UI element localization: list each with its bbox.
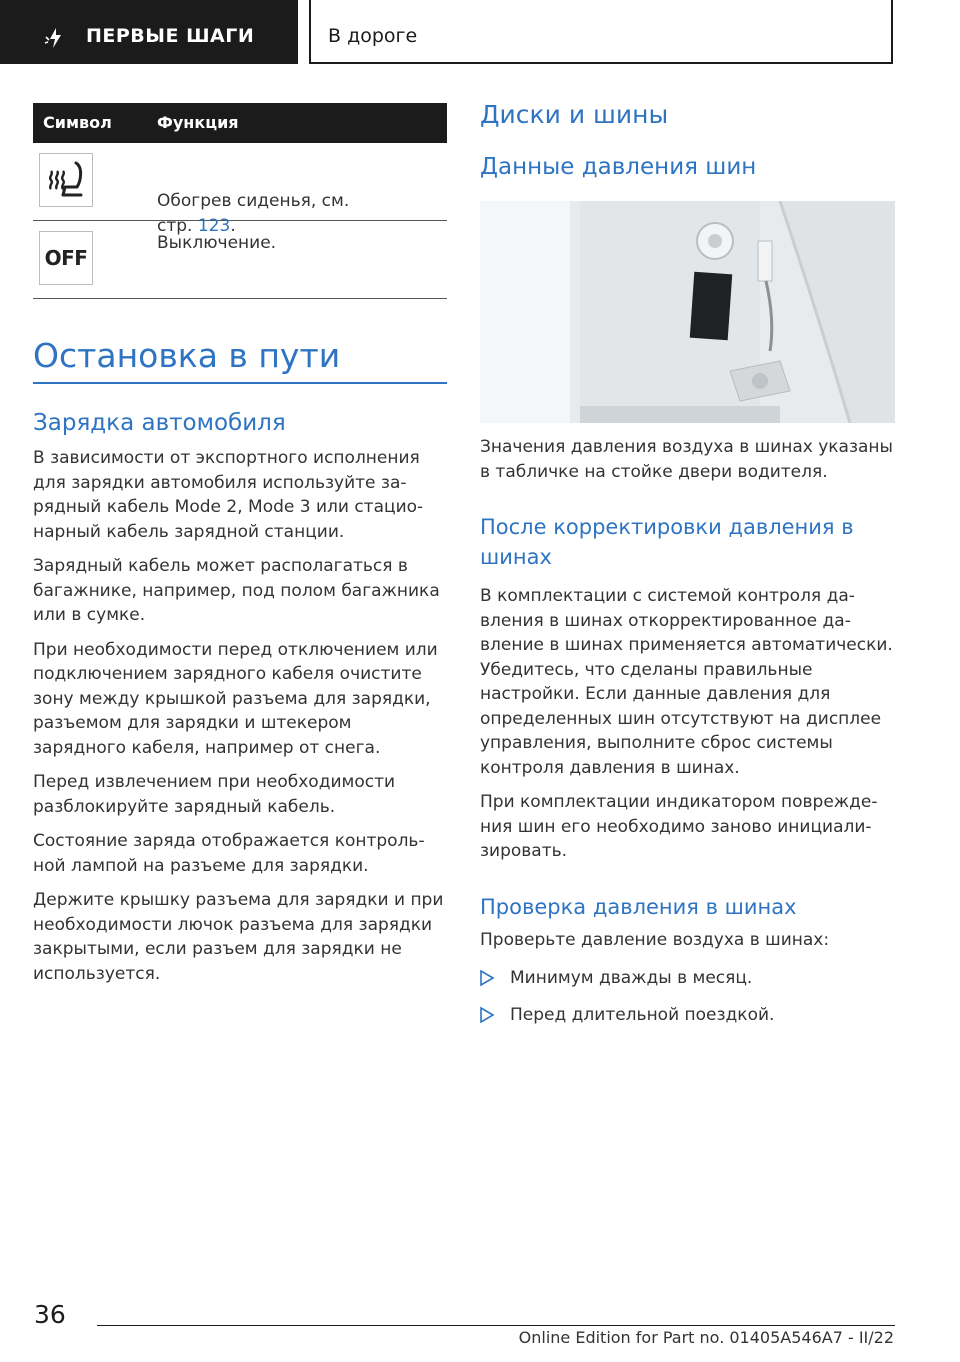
list-item: Перед длительной поездкой. [480, 1003, 895, 1028]
seat-heating-description: Обогрев сиденья, см. стр. 123. [157, 191, 350, 236]
paragraph: Состояние заряда отображается контрольной лампой на разъеме для зарядки. [33, 831, 425, 876]
section-header [309, 0, 893, 64]
col-symbol-header: Символ [43, 113, 112, 132]
footer-edition: Online Edition for Part no. 01405A546A7 - II/22 [518, 1328, 894, 1347]
footer-rule [97, 1325, 895, 1326]
chapter-title: ПЕРВЫЕ ШАГИ [86, 25, 255, 47]
list-item: Минимум дважды в месяц. [480, 966, 895, 991]
door-pillar-photo [480, 201, 895, 423]
heading-stop: Остановка в пути [33, 336, 341, 375]
off-description: Выключение. [157, 233, 277, 253]
right-column [480, 100, 895, 1025]
paragraph: В комплектации с системой контроля давления в шинах откорректированное давление в шинах применяется автоматически. Убедитесь, что сделаны правильные настройки. Если данные давления для определенных шин отсутствуют на дисплее управления, выполните сброс системы контроля давления в шинах. [480, 586, 893, 778]
page-link[interactable]: 123 [197, 216, 231, 236]
symbol-table-header [33, 103, 447, 143]
paragraph: При комплектации индикатором повреждения шин его необходимо заново инициализировать. [480, 792, 878, 861]
subheading-after-adjust: После корректировки давления в шинах [480, 515, 854, 569]
paragraph: При необходимости перед отключением или подключением зарядного кабеля очистите зону между крышкой разъема для зарядки, разъемом для зарядки и штекером зарядного кабеля, например от снега. [33, 639, 438, 758]
paragraph: Перед извлечением при необходимости разблокируйте зарядный кабель. [33, 772, 396, 817]
heading-wheels: Диски и шины [480, 100, 669, 129]
triangle-bullet-icon [480, 1007, 494, 1023]
chapter-header [0, 0, 298, 64]
paragraph: Проверьте давление воздуха в шинах: [480, 929, 830, 950]
subheading-tire-data: Данные давления шин [480, 154, 757, 180]
left-column [33, 103, 447, 984]
heading-rule [33, 382, 447, 384]
subheading-check-pressure: Проверка давления в шинах [480, 894, 797, 919]
symbol-table [33, 103, 447, 299]
subheading-charging: Зарядка автомобиля [33, 410, 286, 436]
paragraph: Зарядный кабель может располагаться в багажнике, например, под полом багажника или в сумке. [33, 556, 440, 625]
off-icon: OFF [39, 231, 93, 285]
photo-caption: Значения давления воздуха в шинах указаны в табличке на стойке двери водителя. [480, 437, 893, 482]
seat-heating-icon [39, 153, 93, 207]
page-number: 36 [34, 1300, 66, 1329]
paragraph: Держите крышку разъема для зарядки и при необходимости лючок разъема для зарядки закрытыми, если разъем для зарядки не используется. [33, 890, 444, 984]
col-function-header: Функция [157, 113, 239, 132]
section-title: В дороге [328, 25, 418, 47]
triangle-bullet-icon [480, 970, 494, 986]
paragraph: В зависимости от экспортного исполнения для зарядки автомобиля используйте зарядный кабель Mode 2, Mode 3 или стационарный кабель зарядной станции. [33, 448, 424, 542]
car-spark-icon [44, 27, 66, 49]
table-row [33, 143, 447, 236]
table-row [33, 221, 447, 299]
